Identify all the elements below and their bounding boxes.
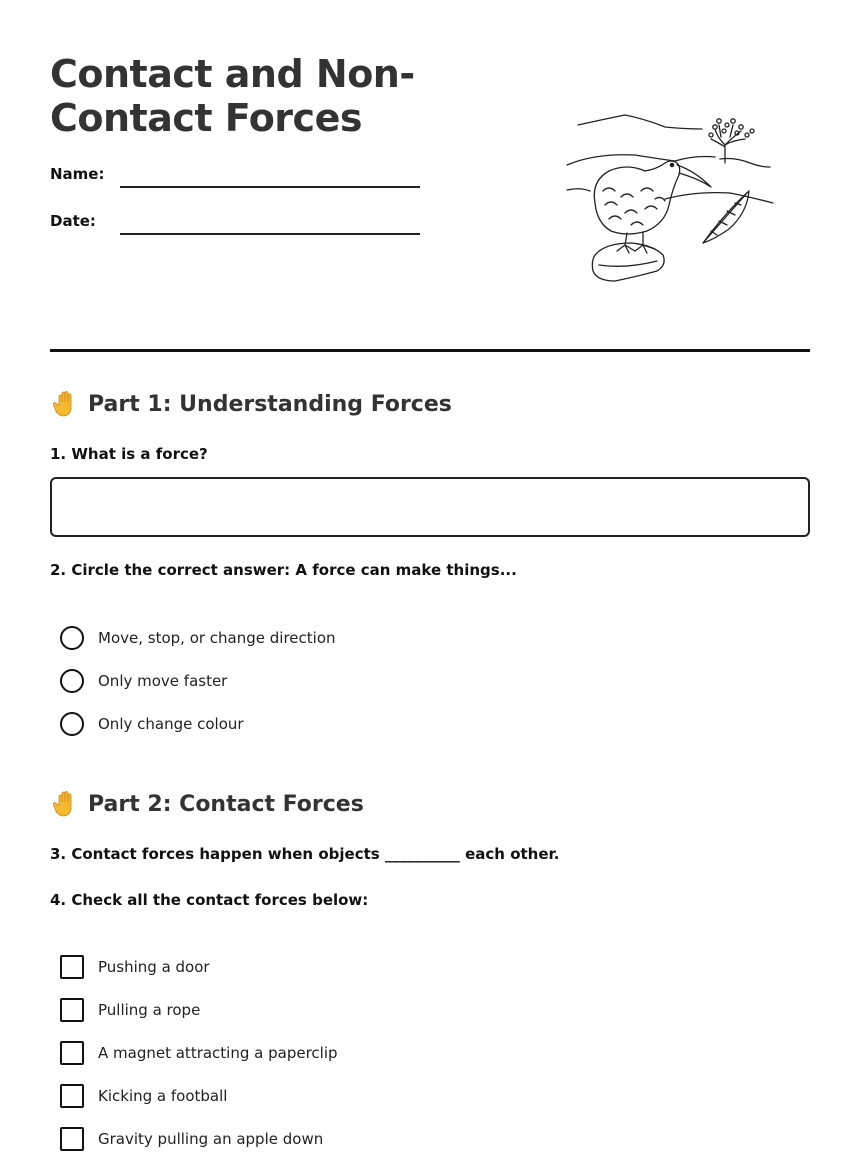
option-label: Kicking a football [98, 1087, 228, 1105]
option-label: Only change colour [98, 715, 244, 733]
option-label: Pushing a door [98, 958, 210, 976]
name-field[interactable] [50, 165, 420, 189]
date-label: Date: [50, 212, 96, 230]
question-4: 4. Check all the contact forces below: [50, 891, 369, 909]
date-line[interactable] [120, 233, 420, 235]
option-label: Gravity pulling an apple down [98, 1130, 324, 1148]
option-label: Pulling a rope [98, 1001, 201, 1019]
raised-hand-icon [50, 389, 80, 419]
page-title: Contact and Non-Contact Forces [50, 52, 415, 140]
part1-heading [50, 388, 452, 420]
radio-option[interactable] [60, 668, 227, 694]
question-2: 2. Circle the correct answer: A force can make things... [50, 561, 517, 579]
date-field[interactable] [50, 212, 420, 236]
checkbox[interactable] [60, 998, 84, 1022]
part1-heading-text: Part 1: Understanding Forces [88, 391, 452, 417]
radio-option[interactable] [60, 625, 336, 651]
part2-heading-text: Part 2: Contact Forces [88, 791, 364, 817]
radio-circle[interactable] [60, 669, 84, 693]
checkbox-option[interactable] [60, 997, 200, 1023]
name-line[interactable] [120, 186, 420, 188]
name-label: Name: [50, 165, 105, 183]
checkbox-option[interactable] [60, 1040, 338, 1066]
section-divider [50, 349, 810, 352]
option-label: Move, stop, or change direction [98, 629, 336, 647]
option-label: Only move faster [98, 672, 228, 690]
checkbox-option[interactable] [60, 1126, 323, 1152]
checkbox[interactable] [60, 1041, 84, 1065]
checkbox-option[interactable] [60, 954, 210, 980]
part2-heading [50, 788, 364, 820]
checkbox[interactable] [60, 955, 84, 979]
answer-box-q1[interactable] [50, 477, 810, 537]
option-label: A magnet attracting a paperclip [98, 1044, 338, 1062]
question-1: 1. What is a force? [50, 445, 208, 463]
radio-circle[interactable] [60, 626, 84, 650]
question-3: 3. Contact forces happen when objects __________ each other. [50, 845, 560, 863]
checkbox-option[interactable] [60, 1083, 227, 1109]
checkbox[interactable] [60, 1084, 84, 1108]
kiwi-bird-illustration [565, 105, 780, 290]
radio-circle[interactable] [60, 712, 84, 736]
checkbox[interactable] [60, 1127, 84, 1151]
radio-option[interactable] [60, 711, 244, 737]
raised-hand-icon [50, 789, 80, 819]
